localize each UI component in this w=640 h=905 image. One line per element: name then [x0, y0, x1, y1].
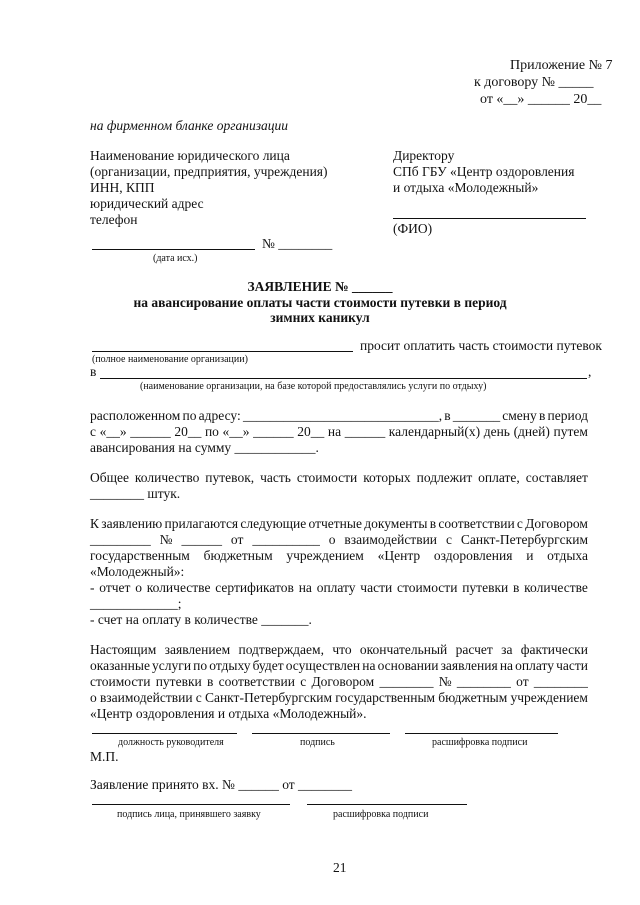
sender-line-2: (организации, предприятия, учреждения): [90, 164, 328, 179]
word: на: [298, 580, 312, 595]
word: Санкт-Петербургским: [460, 532, 588, 547]
word: ________: [456, 674, 511, 689]
total-line-2: ________ штук.: [90, 486, 181, 501]
word: в: [207, 674, 214, 689]
word: государственным: [335, 690, 436, 705]
word: __________: [252, 532, 320, 547]
word: в: [429, 516, 437, 531]
word: оплате,: [478, 470, 520, 485]
word: количество: [134, 470, 200, 485]
word: (дней): [513, 424, 550, 439]
stamp-mark: М.П.: [90, 749, 119, 764]
word: ________: [533, 674, 588, 689]
word: -: [90, 580, 95, 595]
word: части: [360, 580, 393, 595]
word: взаимодействии: [99, 690, 193, 705]
word: с: [516, 516, 523, 531]
appendix-line-1: Приложение № 7: [510, 58, 613, 73]
attachments-line-1: [90, 516, 588, 532]
outgoing-number: № ________: [262, 236, 333, 251]
word: смену: [502, 408, 537, 423]
position-caption: должность руководителя: [118, 737, 224, 748]
signature-caption: подпись: [300, 737, 335, 748]
word: на: [327, 424, 342, 439]
word: Договором: [525, 516, 588, 531]
word: ______: [344, 424, 386, 439]
word: Общее: [90, 470, 129, 485]
attachments-line-4: «Молодежный»:: [90, 564, 185, 579]
accepted-line: Заявление принято вх. № ______ от ________: [90, 777, 353, 792]
word: стоимости: [90, 674, 151, 689]
word: отчет: [99, 580, 131, 595]
word: прилагаются: [164, 516, 239, 531]
sender-line-3: ИНН, КПП: [90, 180, 155, 195]
word: с: [300, 674, 307, 689]
word: Санкт-Петербургским: [204, 690, 333, 705]
recipient-fio: (ФИО): [393, 221, 433, 236]
attachments-line-5: [90, 580, 588, 596]
recipient-line-3: и отдыха «Молодежный»: [393, 180, 539, 195]
word: заявлением: [164, 642, 231, 657]
word: стоимости: [296, 470, 358, 485]
word: «__»: [99, 424, 127, 439]
word: за: [501, 642, 513, 657]
request-text: просит оплатить часть стоимости путевок: [360, 338, 602, 353]
word: стоимости: [396, 580, 458, 595]
word: фактически: [520, 642, 588, 657]
page-number: 21: [333, 860, 347, 875]
attachments-line-7: - счет на оплату в количестве _______.: [90, 612, 312, 627]
word: часть: [260, 470, 291, 485]
word: государственным: [90, 548, 190, 563]
word: количестве: [146, 580, 211, 595]
word: составляет: [525, 470, 588, 485]
word: части: [556, 658, 588, 673]
word: 20__: [297, 424, 325, 439]
word: основании: [377, 658, 439, 673]
accepted-decoding-caption: расшифровка подписи: [333, 809, 429, 820]
word: оплату: [316, 580, 356, 595]
accepted-signer-line: [92, 804, 290, 805]
document-title: ЗАЯВЛЕНИЕ № ______: [247, 279, 393, 294]
confirm-line-1: [90, 642, 588, 658]
word: которых: [363, 470, 411, 485]
provider-line: [100, 378, 587, 379]
word: на: [499, 658, 514, 673]
word: и: [526, 548, 534, 563]
word: _______: [452, 408, 501, 423]
attachments-line-6: _____________;: [90, 596, 182, 611]
word: с: [90, 424, 96, 439]
word: 20__: [174, 424, 202, 439]
word: путем: [553, 424, 588, 439]
decoding-line: [405, 733, 558, 734]
word: по: [204, 424, 219, 439]
word: _________: [90, 532, 151, 547]
recipient-line-1: Директору: [393, 148, 455, 163]
outgoing-date-caption: (дата исх.): [153, 253, 198, 264]
word: соответствии: [438, 516, 515, 531]
word: «__»: [222, 424, 250, 439]
word: расчет: [455, 642, 493, 657]
word: по: [182, 408, 197, 423]
word: бюджетным: [438, 690, 508, 705]
word: оказанные: [90, 658, 150, 673]
word: путевки: [462, 580, 509, 595]
outgoing-date-line: [92, 249, 255, 250]
word: на: [362, 658, 376, 673]
word: _____________________________,: [242, 408, 443, 423]
word: календарный(х): [388, 424, 481, 439]
word: путевок,: [205, 470, 255, 485]
word: в: [538, 408, 546, 423]
word: ______: [181, 532, 222, 547]
sender-line-5: телефон: [90, 212, 138, 227]
signature-line: [252, 733, 390, 734]
document-subtitle-2: зимних каникул: [270, 310, 370, 325]
word: ________: [379, 674, 434, 689]
request-comma: ,: [588, 364, 592, 379]
word: от: [516, 674, 529, 689]
word: учреждением: [286, 548, 364, 563]
word: учреждением: [510, 690, 588, 705]
word: отчетные: [308, 516, 362, 531]
sender-line-1: Наименование юридического лица: [90, 148, 290, 163]
address-line-1: [90, 408, 588, 424]
confirm-line-2: [90, 658, 588, 674]
document-subtitle-1: на авансирование оплаты части стоимости путевки в период: [133, 295, 507, 310]
word: Договором: [311, 674, 375, 689]
accepted-decoding-line: [307, 804, 467, 805]
word: о: [135, 580, 142, 595]
word: ______: [130, 424, 171, 439]
request-prefix-v: в: [90, 364, 97, 379]
word: оплату: [515, 658, 554, 673]
decoding-caption: расшифровка подписи: [432, 737, 528, 748]
provider-caption: (наименование организации, на базе которой предоставлялись услуги по отдыху): [140, 381, 487, 392]
appendix-line-2: к договору № _____: [474, 75, 594, 90]
word: заявлению: [101, 516, 163, 531]
word: от: [230, 532, 244, 547]
word: о: [90, 690, 97, 705]
word: с: [195, 690, 202, 705]
word: №: [159, 532, 173, 547]
fio-line: [393, 218, 586, 219]
word: услуги: [152, 658, 192, 673]
address-line-3: авансирования на сумму ____________.: [90, 440, 319, 455]
word: подтверждаем,: [238, 642, 324, 657]
confirm-line-3: [90, 674, 588, 690]
word: окончательный: [359, 642, 448, 657]
word: взаимодействии: [344, 532, 438, 547]
word: соответствии: [218, 674, 295, 689]
confirm-line-5: «Центр оздоровления и отдыха «Молодежный».: [90, 706, 367, 721]
word: по: [193, 658, 208, 673]
word: отдыху: [209, 658, 251, 673]
appendix-line-3: от «__» ______ 20__: [480, 92, 602, 107]
word: К: [90, 516, 100, 531]
word: с: [445, 532, 452, 547]
word: расположенном: [90, 408, 181, 423]
accepted-signer-caption: подпись лица, принявшего заявку: [117, 809, 261, 820]
word: оздоровления: [433, 548, 513, 563]
word: «Центр: [377, 548, 421, 563]
word: сертификатов: [215, 580, 294, 595]
word: подлежит: [416, 470, 473, 485]
word: в: [513, 580, 520, 595]
letterhead-note: на фирменном бланке организации: [90, 118, 288, 133]
total-line-1: [90, 470, 588, 486]
word: период: [547, 408, 588, 423]
word: бюджетным: [203, 548, 273, 563]
address-line-2: [90, 424, 588, 440]
word: заявления: [440, 658, 498, 673]
word: будет: [252, 658, 284, 673]
word: в: [444, 408, 451, 423]
attachments-line-2: [90, 532, 588, 548]
org-name-line: [92, 351, 353, 352]
confirm-line-4: [90, 690, 588, 706]
sender-line-4: юридический адрес: [90, 196, 204, 211]
word: ______: [253, 424, 294, 439]
word: адресу:: [198, 408, 241, 423]
org-name-caption: (полное наименование организации): [92, 354, 248, 365]
position-line: [92, 733, 237, 734]
word: что: [332, 642, 352, 657]
word: документы: [364, 516, 428, 531]
word: Настоящим: [90, 642, 157, 657]
recipient-line-2: СПб ГБУ «Центр оздоровления: [393, 164, 575, 179]
word: количестве: [524, 580, 588, 595]
word: следующие: [240, 516, 307, 531]
word: отдыха: [547, 548, 588, 563]
attachments-line-3: [90, 548, 588, 564]
word: осуществлен: [285, 658, 361, 673]
word: путевки: [155, 674, 202, 689]
word: №: [438, 674, 452, 689]
word: день: [483, 424, 510, 439]
word: о: [328, 532, 336, 547]
